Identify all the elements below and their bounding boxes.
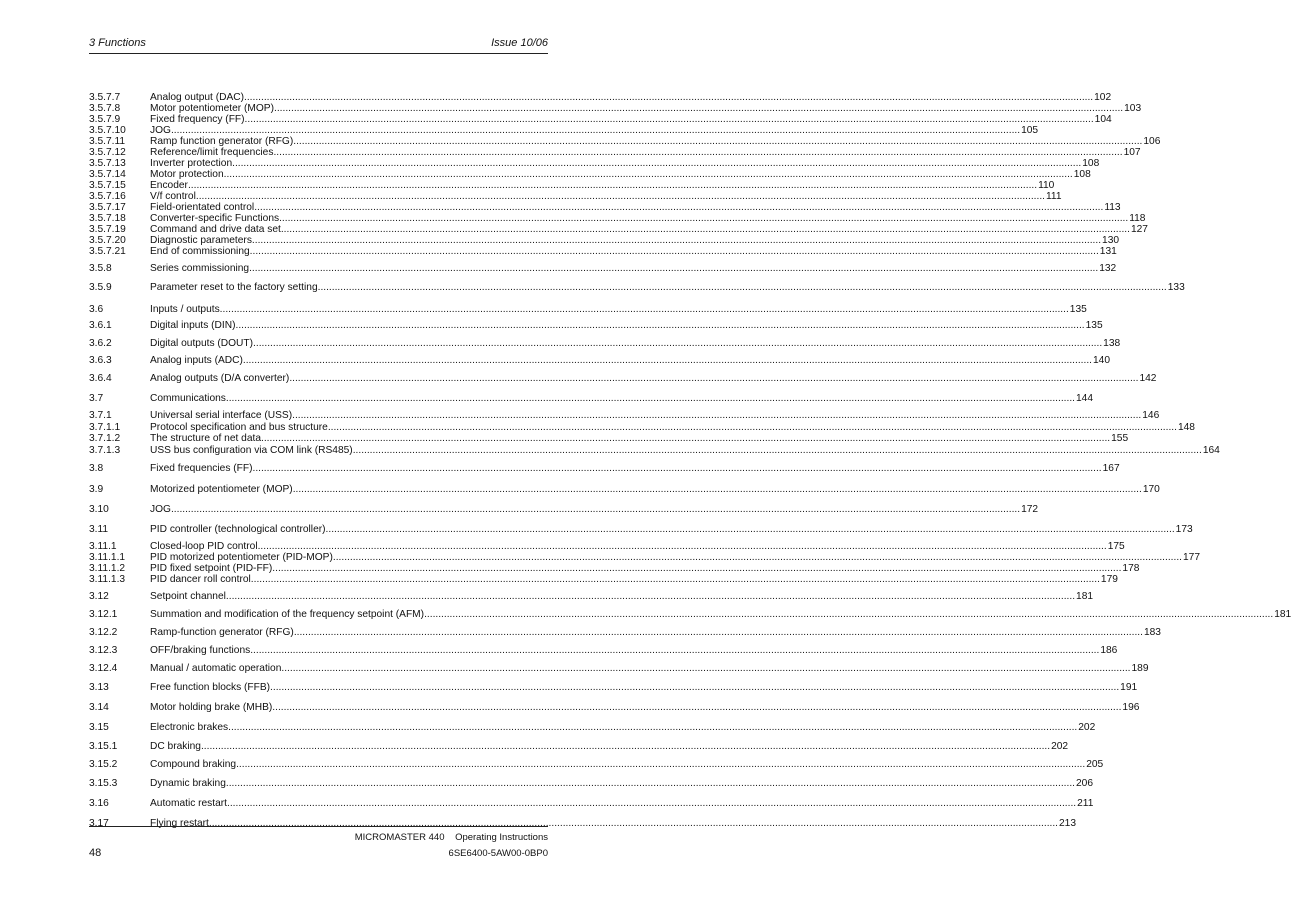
toc-entry-title: Digital inputs (DIN) [150,320,236,331]
toc-entry-page: 205 [1086,759,1104,770]
dot-leader [252,463,1101,475]
toc-entry-number: 3.12.1 [89,609,118,620]
toc-entry-number: 3.5.7.21 [89,246,126,257]
toc-entry-title: Flying restart [150,818,209,829]
toc-entry-title: Manual / automatic operation [150,663,282,674]
toc-entry[interactable] [89,524,1193,536]
toc-entry-number: 3.7 [89,393,104,404]
toc-entry-title: PID dancer roll control [150,574,251,585]
toc-entry-page: 172 [1021,504,1039,515]
toc-entry[interactable] [89,818,1077,830]
toc-entry-page: 183 [1143,627,1161,638]
toc-entry-number: 3.11 [89,524,109,535]
toc-entry-number: 3.11.1.2 [89,563,126,574]
toc-entry-number: 3.5.7.19 [89,224,126,235]
toc-entry-title: Communications [150,393,226,404]
dot-leader [201,741,1050,753]
dot-leader [251,574,1100,586]
dot-leader [171,504,1020,516]
toc-entry-page: 102 [1094,92,1112,103]
toc-entry-page: 135 [1085,320,1103,331]
toc-entry-title: Command and drive data set [150,224,281,235]
toc-entry-number: 3.5.7.10 [89,125,126,136]
toc-entry-page: 133 [1167,282,1185,293]
dot-leader [243,355,1092,367]
toc-entry-number: 3.12.2 [89,627,118,638]
toc-entry-number: 3.11.1.1 [89,552,126,563]
toc-entry-title: Analog inputs (ADC) [150,355,243,366]
toc-entry-page: 186 [1100,645,1118,656]
toc-entry-page: 206 [1076,778,1093,789]
toc-entry-page: 135 [1069,304,1087,315]
toc-entry-title: PID fixed setpoint (PID-FF) [150,563,273,574]
toc-entry-page: 146 [1142,410,1160,421]
toc-entry-page: 105 [1021,125,1039,136]
toc-entry-number: 3.5.7.18 [89,213,126,224]
dot-leader [226,591,1075,603]
dot-leader [227,798,1076,810]
toc-entry-number: 3.6.1 [89,320,112,331]
toc-entry-title: Motor potentiometer (MOP) [150,103,274,114]
toc-entry[interactable] [89,798,1094,810]
toc-entry-title: Summation and modification of the frequency setpoint (AFM) [150,609,425,620]
toc-entry[interactable] [89,355,1110,367]
toc-entry-number: 3.6.4 [89,373,112,384]
toc-entry[interactable] [89,433,1129,445]
toc-entry-title: Reference/limit frequencies [150,147,274,158]
toc-entry[interactable] [89,282,1185,294]
toc-entry-page: 110 [1038,180,1055,191]
dot-leader [424,609,1273,621]
toc-entry[interactable] [89,504,1039,516]
toc-entry-page: 155 [1111,433,1129,444]
page-number: 48 [89,847,102,859]
toc-entry-number: 3.5.7.14 [89,169,126,180]
toc-entry-number: 3.12.4 [89,663,118,674]
toc-entry[interactable] [89,609,1291,621]
dot-leader [289,373,1138,385]
toc-entry-page: 173 [1175,524,1193,535]
dot-leader [270,682,1119,694]
dot-leader [292,410,1141,422]
toc-entry[interactable] [89,304,1087,316]
dot-leader [294,627,1143,639]
toc-entry-number: 3.7.1.1 [89,422,121,433]
toc-entry-title: JOG [150,504,171,515]
toc-entry-title: PID motorized potentiometer (PID-MOP) [150,552,333,563]
toc-entry-page: 213 [1059,818,1077,829]
toc-entry-number: 3.9 [89,484,104,495]
product-name [355,832,548,843]
toc-entry-page: 106 [1143,136,1161,147]
toc-entry-title: Ramp-function generator (RFG) [150,627,294,638]
toc-entry-number: 3.7.1 [89,410,112,421]
toc-entry-page: 108 [1073,169,1091,180]
toc-entry-title: Ramp function generator (RFG) [150,136,294,147]
toc-entry-title: Inputs / outputs [150,304,220,315]
toc-entry[interactable] [89,320,1103,332]
toc-entry[interactable] [89,778,1093,790]
dot-leader [272,702,1121,714]
dot-leader [250,645,1099,657]
toc-entry[interactable] [89,463,1120,475]
toc-entry-title: JOG [150,125,171,136]
toc-entry-title: Series commissioning [150,263,250,274]
toc-entry-number: 3.13 [89,682,109,693]
chapter-title: 3 Functions [89,37,146,49]
toc-entry-number: 3.14 [89,702,109,713]
dot-leader [250,246,1099,258]
toc-entry[interactable] [89,373,1157,385]
toc-entry[interactable] [89,722,1096,734]
toc-entry[interactable] [89,393,1093,405]
toc-entry-title: Protocol specification and bus structure [150,422,328,433]
toc-entry-page: 127 [1130,224,1148,235]
toc-entry-page: 178 [1122,563,1140,574]
toc-entry-number: 3.5.8 [89,263,112,274]
toc-entry-page: 170 [1142,484,1160,495]
toc-entry-title: Automatic restart [150,798,227,809]
toc-entry-title: Fixed frequencies (FF) [150,463,253,474]
toc-entry-number: 3.17 [89,818,109,829]
toc-entry-page: 167 [1102,463,1120,474]
toc-entry-title: Converter-specific Functions [150,213,280,224]
toc-entry-title: The structure of net data [150,433,261,444]
toc-entry-title: DC braking [150,741,201,752]
toc-entry-number: 3.16 [89,798,109,809]
toc-entry-number: 3.5.7.7 [89,92,121,103]
toc-entry[interactable] [89,246,1117,258]
toc-entry-page: 132 [1099,263,1117,274]
toc-entry-number: 3.11.1 [89,541,117,552]
toc-entry-page: 144 [1076,393,1093,404]
toc-entry-page: 202 [1078,722,1096,733]
toc-entry-page: 189 [1131,663,1149,674]
toc-entry-page: 181 [1274,609,1291,620]
toc-entry-number: 3.5.7.20 [89,235,126,246]
toc-entry-page: 164 [1202,445,1220,456]
toc-entry-page: 202 [1051,741,1069,752]
toc-entry-page: 142 [1139,373,1157,384]
toc-entry-number: 3.10 [89,504,109,515]
toc-entry-page: 118 [1129,213,1146,224]
toc-entry-number: 3.15 [89,722,109,733]
toc-entry-number: 3.5.7.9 [89,114,121,125]
toc-entry-page: 130 [1102,235,1120,246]
toc-entry[interactable] [89,574,1118,586]
dot-leader [226,778,1075,790]
toc-entry-number: 3.5.7.15 [89,180,126,191]
toc-entry-title: Universal serial interface (USS) [150,410,293,421]
dot-leader [236,759,1085,771]
toc-entry-page: 107 [1123,147,1141,158]
dot-leader [226,393,1075,405]
toc-entry[interactable] [89,591,1094,603]
toc-entry[interactable] [89,338,1121,350]
toc-entry-number: 3.5.9 [89,282,112,293]
dot-leader [293,484,1142,496]
issue-label: Issue 10/06 [491,37,548,49]
toc-entry-page: 181 [1076,591,1094,602]
toc-entry-page: 177 [1183,552,1200,563]
toc-entry-title: Encoder [150,180,188,191]
toc-entry-title: Motor protection [150,169,224,180]
toc-entry-number: 3.11.1.3 [89,574,126,585]
toc-entry-title: V/f control [150,191,196,202]
toc-entry-title: Analog outputs (D/A converter) [150,373,290,384]
toc-entry-number: 3.5.7.17 [89,202,126,213]
toc-entry[interactable] [89,702,1140,714]
toc-entry-page: 196 [1122,702,1140,713]
toc-entry-number: 3.5.7.16 [89,191,126,202]
toc-entry-page: 108 [1082,158,1100,169]
toc-entry[interactable] [89,445,1220,457]
toc-entry-page: 131 [1099,246,1117,257]
order-number: 6SE6400-5AW00-0BP0 [448,848,548,859]
toc-entry[interactable] [89,759,1104,771]
toc-entry-title: Inverter protection [150,158,233,169]
toc-entry-title: Closed-loop PID control [150,541,258,552]
toc-entry-title: Analog output (DAC) [150,92,245,103]
toc-entry-title: Digital outputs (DOUT) [150,338,254,349]
toc-entry[interactable] [89,682,1138,694]
header-rule [89,53,548,54]
dot-leader [209,818,1058,830]
toc-entry-page: 211 [1077,798,1094,809]
toc-entry-title: Motor holding brake (MHB) [150,702,273,713]
toc-entry-page: 138 [1103,338,1121,349]
toc-entry[interactable] [89,627,1161,639]
doc-type-label: Operating Instructions [455,832,548,843]
toc-entry-page: 191 [1120,682,1138,693]
toc-entry-title: Electronic brakes [150,722,229,733]
toc-entry-title: End of commissioning [150,246,250,257]
dot-leader [220,304,1069,316]
toc-entry-number: 3.8 [89,463,104,474]
dot-leader [318,282,1167,294]
toc-entry-title: USS bus configuration via COM link (RS485) [150,445,353,456]
toc-entry-page: 103 [1124,103,1142,114]
toc-entry-page: 148 [1177,422,1195,433]
dot-leader [228,722,1077,734]
toc-entry-title: Motorized potentiometer (MOP) [150,484,293,495]
toc-entry-number: 3.5.7.12 [89,147,126,158]
toc-entry-title: Free function blocks (FFB) [150,682,271,693]
toc-entry-number: 3.6 [89,304,104,315]
toc-entry-page: 111 [1046,191,1062,202]
running-header [89,37,548,53]
toc-entry-number: 3.5.7.8 [89,103,121,114]
toc-entry-number: 3.6.2 [89,338,112,349]
toc-entry-page: 175 [1107,541,1125,552]
toc-entry-title: Setpoint channel [150,591,226,602]
toc-entry[interactable] [89,484,1160,496]
toc-entry-number: 3.5.7.13 [89,158,126,169]
dot-leader [326,524,1175,536]
toc-entry-title: PID controller (technological controller) [150,524,326,535]
dot-leader [236,320,1085,332]
toc-entry-title: Compound braking [150,759,237,770]
toc-entry-title: Field-orientated control [150,202,255,213]
toc-entry-number: 3.7.1.2 [89,433,121,444]
toc-entry-title: Fixed frequency (FF) [150,114,245,125]
toc-entry-number: 3.12.3 [89,645,118,656]
toc-entry[interactable] [89,741,1069,753]
dot-leader [353,445,1202,457]
toc-entry-number: 3.15.2 [89,759,118,770]
toc-entry-title: Dynamic braking [150,778,226,789]
toc-entry-title: Diagnostic parameters [150,235,252,246]
toc-entry-page: 140 [1093,355,1110,366]
dot-leader [249,263,1098,275]
toc-entry-number: 3.7.1.3 [89,445,121,456]
dot-leader [261,433,1110,445]
toc-entry-number: 3.12 [89,591,109,602]
toc-entry[interactable] [89,645,1118,657]
dot-leader [281,663,1130,675]
toc-entry-page: 113 [1104,202,1121,213]
toc-entry-page: 179 [1100,574,1118,585]
toc-entry[interactable] [89,263,1117,275]
footer-rule [89,826,548,827]
toc-entry-number: 3.15.3 [89,778,118,789]
toc-entry-number: 3.6.3 [89,355,112,366]
toc-entry[interactable] [89,410,1160,422]
toc-entry-page: 104 [1094,114,1112,125]
toc-entry-number: 3.5.7.11 [89,136,126,147]
toc-entry[interactable] [89,663,1149,675]
toc-entry-number: 3.15.1 [89,741,118,752]
toc-entry-title: Parameter reset to the factory setting [150,282,318,293]
product-label: MICROMASTER 440 [354,832,445,843]
dot-leader [253,338,1102,350]
toc-entry-title: OFF/braking functions [150,645,251,656]
